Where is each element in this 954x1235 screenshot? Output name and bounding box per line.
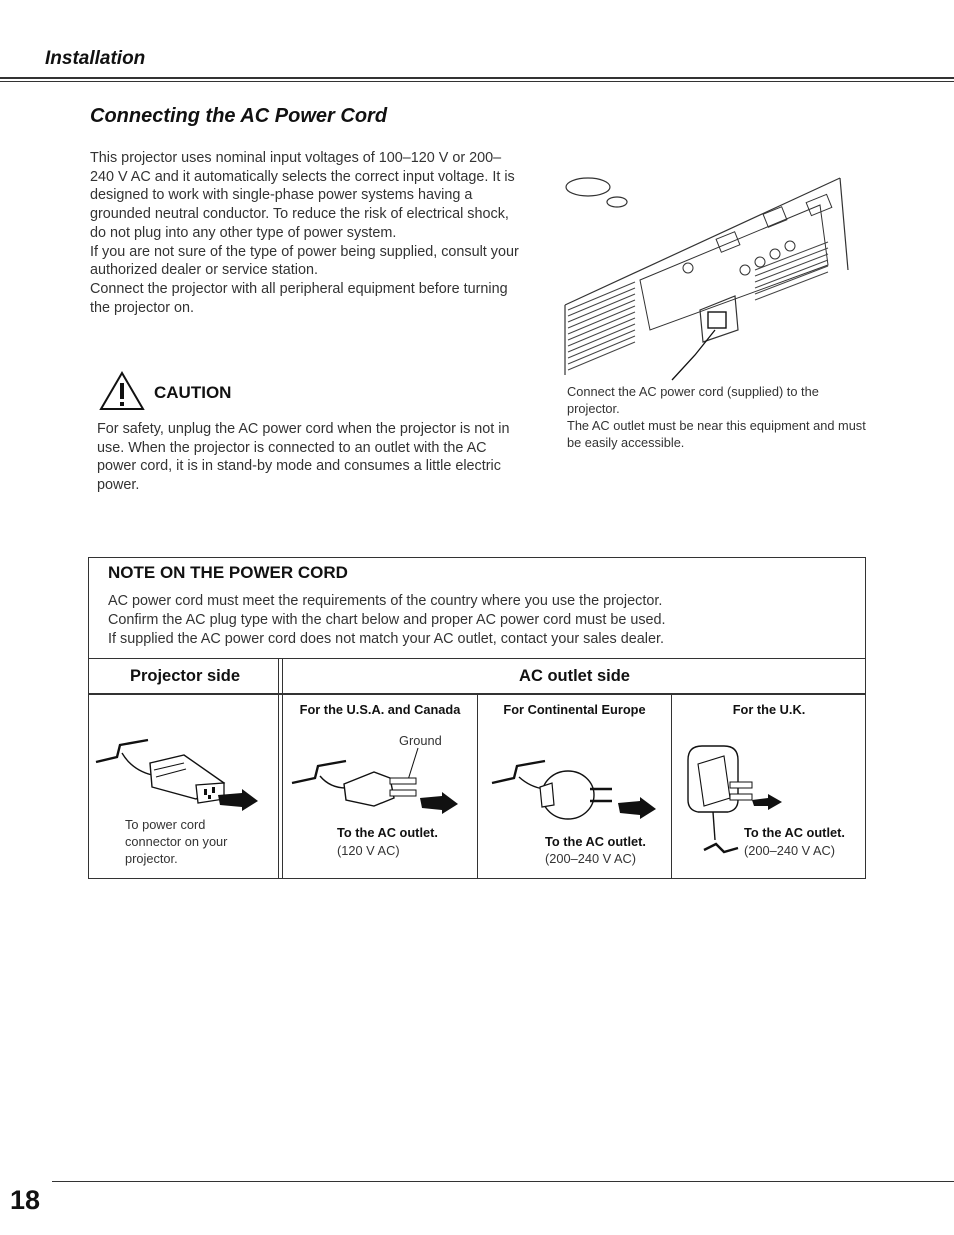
intro-text (90, 149, 520, 317)
caption-line: Connect the AC power cord (supplied) to the projector. (567, 384, 819, 416)
europe-outlet-label: To the AC outlet. (545, 834, 646, 849)
projector-connector-caption: To power cord connector on your projector. (125, 817, 228, 866)
table-divider (282, 658, 283, 879)
usa-plug-illustration (290, 748, 465, 818)
note-line: AC power cord must meet the requirements of the country where you use the projector. (108, 593, 663, 609)
page-title: Connecting the AC Power Cord (90, 105, 388, 127)
section-header: Installation (45, 48, 146, 69)
caution-heading: CAUTION (154, 383, 232, 402)
projector-rear-illustration (560, 170, 855, 385)
table-divider (477, 694, 478, 879)
ac-outlet-side-heading: AC outlet side (519, 667, 630, 685)
footer-rule (52, 1181, 954, 1182)
intro-paragraph: Connect the projector with all peripheral equipment before turning the projector on. (90, 280, 508, 316)
header-rule (0, 77, 954, 79)
projector-connector-illustration (92, 735, 267, 815)
projector-side-heading: Projector side (129, 667, 241, 685)
usa-outlet-label: To the AC outlet. (337, 825, 438, 840)
europe-voltage: (200–240 V AC) (545, 851, 637, 866)
caption-line: The AC outlet must be near this equipment and must be easily accessible. (567, 418, 866, 450)
figure-caption (567, 383, 867, 451)
column-heading-europe: For Continental Europe (503, 702, 646, 717)
table-divider (278, 658, 279, 879)
note-line: Confirm the AC plug type with the chart below and proper AC power cord must be used. (108, 612, 666, 628)
column-heading-uk: For the U.K. (732, 702, 806, 717)
table-top-rule (88, 658, 866, 659)
warning-icon (99, 371, 145, 411)
uk-outlet-label: To the AC outlet. (744, 825, 845, 840)
europe-plug-illustration (490, 755, 665, 825)
intro-paragraph: If you are not sure of the type of power being supplied, consult your authorized dealer or service station. (90, 243, 519, 279)
usa-voltage: (120 V AC) (337, 843, 400, 858)
column-heading-usa: For the U.S.A. and Canada (299, 702, 461, 717)
note-title: NOTE ON THE POWER CORD (108, 563, 348, 582)
page-number: 18 (10, 1185, 41, 1215)
intro-paragraph: This projector uses nominal input voltages of 100–120 V or 200–240 V AC and it automatically selects the correct input voltage. It is designed to work with single-phase power systems having a grounded neutral conductor. To reduce the risk of electrical shock, do not plug into any other type of power system. (90, 150, 515, 241)
uk-voltage: (200–240 V AC) (744, 843, 836, 858)
note-text (108, 592, 848, 649)
caution-text: For safety, unplug the AC power cord when the projector is not in use. When the projector is connected to an outlet with the AC power cord, it is in stand-by mode and consumes a little electric power. (97, 421, 510, 494)
note-line: If supplied the AC power cord does not match your AC outlet, contact your sales dealer. (108, 631, 664, 647)
header-rule-thin (0, 81, 954, 82)
table-divider (671, 694, 672, 879)
ground-label: Ground (399, 733, 442, 748)
